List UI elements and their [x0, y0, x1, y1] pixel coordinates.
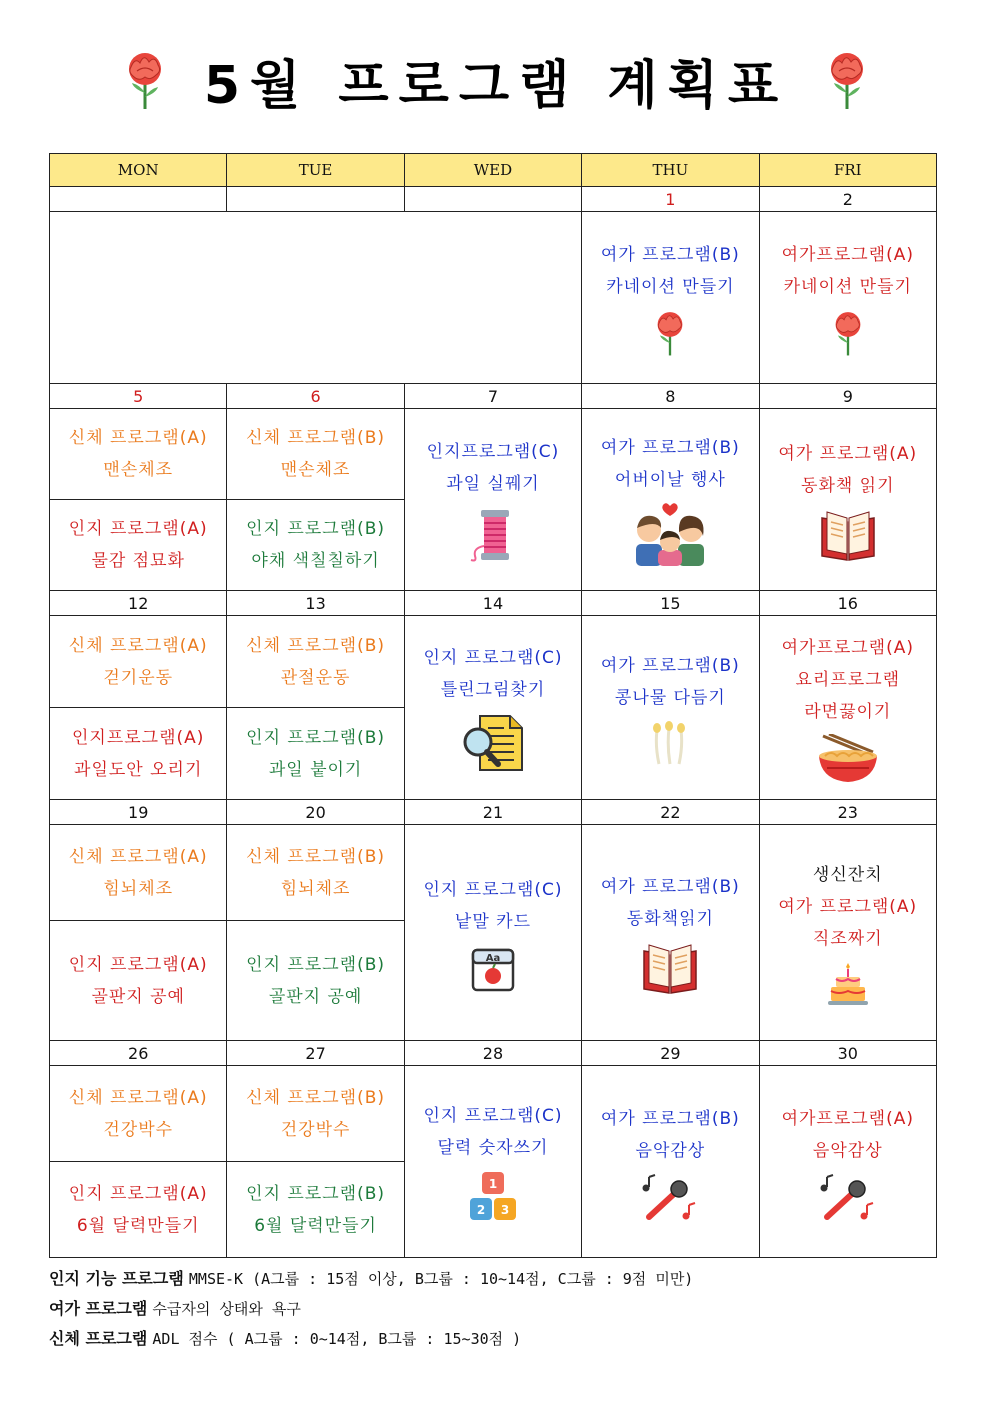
number-block-label: 3	[500, 1202, 510, 1217]
week2-top-row	[50, 409, 937, 500]
program-cell	[227, 1162, 404, 1258]
date-number: 6	[227, 384, 404, 409]
program-cell	[582, 616, 759, 800]
date-number: 29	[582, 1041, 759, 1066]
program-line: 달력 숫자쓰기	[437, 1137, 549, 1158]
program-line: 과일 실꿰기	[446, 473, 540, 494]
program-line: 인지 프로그램(A)	[68, 519, 208, 539]
microphone-icon	[641, 1173, 699, 1221]
legend-desc: ADL 점수 ( A그룹 : 0~14점, B그룹 : 15~30점 )	[152, 1330, 522, 1348]
program-line: 어버이날 행사	[614, 469, 726, 490]
week3-number-row	[50, 591, 937, 616]
program-line: 신체 프로그램(B)	[246, 846, 386, 867]
date-number: 16	[759, 591, 936, 616]
date-number: 8	[582, 384, 759, 409]
thread-spool-icon	[465, 506, 521, 564]
program-line: 신체 프로그램(B)	[246, 635, 386, 656]
noodle-bowl-icon	[815, 734, 881, 784]
program-line: 신체 프로그램(B)	[246, 1087, 386, 1108]
program-line: 음악감상	[812, 1140, 883, 1161]
program-line: 인지 프로그램(B)	[246, 1183, 386, 1204]
program-line: 요리프로그램	[795, 669, 901, 690]
program-cell	[227, 921, 404, 1041]
magnifier-document-icon	[460, 712, 526, 774]
date-number: 20	[227, 800, 404, 825]
program-line: 골판지 공예	[91, 986, 185, 1007]
program-line: 건강박수	[280, 1119, 351, 1140]
program-cell	[50, 500, 227, 591]
program-line: 맨손체조	[280, 460, 351, 480]
legend-desc: 수급자의 상태와 욕구	[152, 1300, 301, 1318]
week3-top-row	[50, 616, 937, 708]
program-line: 6월 달력만들기	[76, 1215, 200, 1236]
program-cell	[582, 825, 759, 1041]
program-line: 맨손체조	[103, 460, 174, 480]
empty-cell	[404, 187, 581, 212]
program-line: 여가 프로그램(B)	[600, 1108, 740, 1129]
program-line: 여가프로그램(A)	[781, 244, 914, 265]
page-title	[0, 40, 992, 120]
empty-cell	[227, 187, 404, 212]
program-line: 신체 프로그램(A)	[68, 635, 208, 656]
program-cell	[404, 825, 581, 1041]
program-line: 신체 프로그램(A)	[68, 846, 208, 867]
day-header-wed: WED	[404, 154, 581, 187]
date-number: 26	[50, 1041, 227, 1066]
date-number: 12	[50, 591, 227, 616]
program-cell	[759, 825, 936, 1041]
program-cell	[50, 409, 227, 500]
legend-label: 신체 프로그램	[49, 1329, 148, 1348]
date-number: 14	[404, 591, 581, 616]
legend	[49, 1264, 949, 1354]
program-cell	[404, 409, 581, 591]
empty-cell	[50, 187, 227, 212]
program-cell	[582, 212, 759, 384]
program-line: 인지 프로그램(A)	[68, 1183, 208, 1204]
program-cell	[50, 1162, 227, 1258]
week4-number-row	[50, 800, 937, 825]
date-number: 1	[582, 187, 759, 212]
program-line: 관절운동	[280, 667, 351, 688]
program-cell	[50, 921, 227, 1041]
program-line: 직조짜기	[812, 928, 883, 949]
day-header-mon: MON	[50, 154, 227, 187]
day-header-thu: THU	[582, 154, 759, 187]
week5-top-row	[50, 1066, 937, 1162]
program-line: 과일도안 오리기	[74, 759, 203, 780]
program-line: 6월 달력만들기	[254, 1215, 377, 1236]
day-header-fri: FRI	[759, 154, 936, 187]
program-line: 여가 프로그램(B)	[600, 655, 740, 676]
date-number: 7	[404, 384, 581, 409]
program-line: 여가 프로그램(B)	[600, 244, 740, 265]
program-cell	[227, 500, 404, 591]
program-line: 힘뇌체조	[103, 878, 174, 899]
program-line: 신체 프로그램(A)	[68, 428, 208, 448]
program-cell	[50, 708, 227, 800]
week1-content-row	[50, 212, 937, 384]
date-number: 5	[50, 384, 227, 409]
day-header-tue: TUE	[227, 154, 404, 187]
bean-sprout-icon	[643, 720, 697, 766]
program-line: 카네이션 만들기	[606, 276, 735, 297]
program-line: 여가 프로그램(B)	[600, 437, 740, 458]
date-number: 15	[582, 591, 759, 616]
program-line: 인지 프로그램(C)	[423, 879, 563, 900]
program-line: 인지 프로그램(C)	[423, 647, 563, 668]
program-line: 동화책읽기	[626, 908, 714, 929]
carnation-icon	[647, 309, 693, 357]
word-card-label: Aa	[485, 952, 501, 964]
program-cell	[582, 1066, 759, 1258]
program-line: 낱말 카드	[454, 911, 532, 932]
program-line: 신체 프로그램(B)	[246, 428, 386, 448]
week4-top-row	[50, 825, 937, 921]
program-line: 틀린그림찾기	[440, 679, 546, 700]
date-number: 13	[227, 591, 404, 616]
program-line: 걷기운동	[103, 667, 174, 688]
program-cell	[50, 825, 227, 921]
program-line: 인지프로그램(C)	[426, 441, 560, 462]
legend-item	[49, 1264, 949, 1294]
program-cell	[759, 212, 936, 384]
week1-number-row	[50, 187, 937, 212]
legend-desc: MMSE-K (A그룹 : 15점 이상, B그룹 : 10~14점, C그룹 : 9점 미만)	[188, 1270, 694, 1288]
program-cell	[404, 1066, 581, 1258]
program-cell	[227, 616, 404, 708]
program-cell	[227, 1066, 404, 1162]
date-number: 9	[759, 384, 936, 409]
program-heading: 생신잔치	[812, 864, 883, 885]
date-number: 23	[759, 800, 936, 825]
number-block-label: 1	[488, 1176, 498, 1191]
carnation-icon	[822, 49, 872, 111]
program-line: 인지 프로그램(B)	[246, 727, 386, 748]
program-cell	[227, 825, 404, 921]
empty-cell	[50, 212, 582, 384]
program-cell	[582, 409, 759, 591]
program-line: 건강박수	[103, 1119, 174, 1140]
program-line: 여가프로그램(A)	[781, 637, 914, 658]
week5-number-row	[50, 1041, 937, 1066]
program-line: 동화책 읽기	[801, 475, 895, 496]
date-number: 28	[404, 1041, 581, 1066]
legend-label: 여가 프로그램	[49, 1299, 148, 1318]
book-icon	[641, 941, 699, 995]
legend-item	[49, 1294, 949, 1324]
program-line: 인지 프로그램(B)	[246, 519, 386, 539]
calendar-table	[49, 153, 937, 1258]
day-header-row	[50, 154, 937, 187]
number-blocks-icon	[466, 1170, 520, 1224]
number-block-label: 2	[476, 1202, 486, 1217]
date-number: 30	[759, 1041, 936, 1066]
program-line: 힘뇌체조	[280, 878, 351, 899]
program-cell	[404, 616, 581, 800]
program-line: 여가 프로그램(B)	[600, 876, 740, 897]
program-line: 카네이션 만들기	[783, 276, 912, 297]
program-line: 음악감상	[635, 1140, 706, 1161]
program-line: 신체 프로그램(A)	[68, 1087, 208, 1108]
date-number: 19	[50, 800, 227, 825]
program-cell	[227, 409, 404, 500]
carnation-icon	[825, 309, 871, 357]
program-line: 여가 프로그램(A)	[778, 896, 918, 917]
microphone-icon	[819, 1173, 877, 1221]
program-cell	[759, 1066, 936, 1258]
program-cell	[50, 616, 227, 708]
carnation-icon	[120, 49, 170, 111]
date-number: 2	[759, 187, 936, 212]
birthday-cake-icon	[826, 961, 870, 1007]
word-card-icon	[469, 944, 517, 992]
legend-item	[49, 1324, 949, 1354]
family-icon	[632, 502, 708, 568]
date-number: 21	[404, 800, 581, 825]
date-number: 22	[582, 800, 759, 825]
program-cell	[227, 708, 404, 800]
program-line: 과일 붙이기	[268, 759, 363, 780]
program-cell	[50, 1066, 227, 1162]
program-line: 인지 프로그램(A)	[68, 954, 208, 975]
program-line: 인지 프로그램(B)	[246, 954, 386, 975]
legend-label: 인지 기능 프로그램	[49, 1269, 184, 1288]
program-line: 콩나물 다듬기	[614, 687, 726, 708]
program-cell	[759, 616, 936, 800]
program-cell	[759, 409, 936, 591]
program-line: 야채 색칠칠하기	[251, 551, 380, 571]
week2-number-row	[50, 384, 937, 409]
program-line: 인지프로그램(A)	[71, 727, 205, 748]
program-line: 여가 프로그램(A)	[778, 443, 918, 464]
program-line: 골판지 공예	[268, 986, 363, 1007]
book-icon	[819, 508, 877, 562]
program-line: 인지 프로그램(C)	[423, 1105, 563, 1126]
date-number: 27	[227, 1041, 404, 1066]
program-line: 라면끓이기	[804, 701, 892, 722]
title-text: 5월 프로그램 계획표	[203, 55, 789, 116]
program-line: 물감 점묘화	[91, 551, 185, 571]
program-line: 여가프로그램(A)	[781, 1108, 914, 1129]
